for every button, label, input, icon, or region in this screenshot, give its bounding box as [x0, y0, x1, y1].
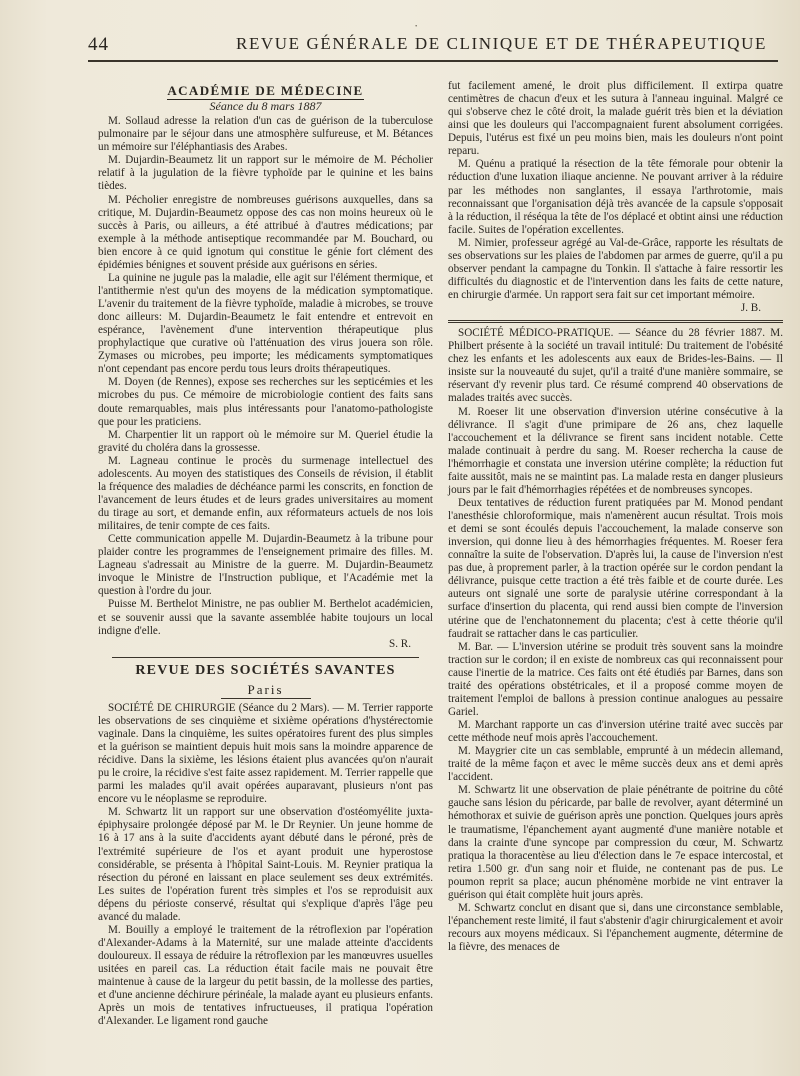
- paragraph: M. Schwartz lit un rapport sur une observation d'ostéomyélite juxta-épiphysaire prolongée déposé par M. le Dr Reynier. Un jeune homme de 16 à 17 ans à la suite d'accidents ayant débuté dans le péroné, près de l'extrémité supérieure de l'os et ayant produit une hyperostose considérable, se présenta à l'hôpital Saint-Louis. M. Reynier pratiqua la résection du péroné en laissant en place seulement ses deux extrémités. Les suites de l'opération furent très simples et l'os se reproduisit aux dépens du périoste conservé, résultat qui s'explique d'après l'âge peu avancé du malade.: [98, 806, 433, 923]
- city-rule: [221, 698, 311, 699]
- paragraph: M. Roeser lit une observation d'inversion utérine consécutive à la délivrance. Il s'agit d'une primipare de 26 ans, chez laquelle l'accouchement et la délivrance se firent sans incident notable. Cette malade continuait à perdre du sang. M. Roeser rechercha la cause de l'hémorrhagie et constata une inversion utérine complète; la réduction fut faite aussitôt, mais ne se maintint pas. La malade resta en danger plusieurs jours par le fait d'hémorrhagies répétées et de nombreuses syncopes.: [448, 405, 783, 496]
- academie-signature: S. R.: [389, 637, 411, 650]
- academie-title: ACADÉMIE DE MÉDECINE: [167, 83, 364, 98]
- header-rule: [88, 60, 778, 62]
- revue-title: REVUE DES SOCIÉTÉS SAVANTES: [135, 662, 396, 678]
- paragraph: M. Schwartz lit une observation de plaie pénétrante de poitrine du côté gauche sans lésion du péricarde, par balle de revolver, ayant déterminé un hémothorax et suivie de guérison après une ponction. Quelques jours après le traumatisme, l'épanchement ayant augmenté d'une manière notable et dans la crainte d'une syncope par compression du cœur, M. Schwartz pratiqua la thoracentèse au lieu d'élection dans le 7e espace intercostal, et retira 1.500 gr. d'un sang noir et fluide, ne contenant pas de pus. Le poumon reprit sa place; aucun phénomène morbide ne vint entraver la guérison qui était complète huit jours après.: [448, 784, 783, 901]
- paragraph: SOCIÉTÉ DE CHIRURGIE (Séance du 2 Mars). — M. Terrier rapporte les observations de ses cinquième et sixième opérations d'hystérectomie vaginale. Dans la cinquième, les suites opératoires furent des plus simples et la guérison se maintient depuis huit mois sans la moindre apparence de récidive. Dans la sixième, les lésions étaient plus avancées qu'on n'aurait pu le croire, la récidive s'est faite assez rapidement. M. Terrier rappelle que parmi les malades qu'il avait opérées auparavant, plusieurs n'ont pas encore vu le néoplasme se reproduire.: [98, 701, 433, 806]
- paragraph: M. Schwartz conclut en disant que si, dans une circonstance semblable, l'épanchement reste limité, il faut s'abstenir d'agir chirurgicalement et avoir recours aux moyens médicaux. Si l'épanchement augmente, détermine de la fièvre, des menaces de: [448, 901, 783, 954]
- city-heading: Paris: [247, 681, 284, 697]
- left-column: [98, 80, 433, 1028]
- academie-session: Séance du 8 mars 1887: [209, 99, 322, 114]
- paragraph: La quinine ne jugule pas la maladie, elle agit sur l'élément thermique, et l'antithermie n'est qu'un des moyens de la médication symptomatique. L'avenir du traitement de la fièvre typhoïde, maladie à microbes, se trouve donc ailleurs: M. Dujardin-Beaumetz le fait entendre et entrevoit en espérance, l'avènement d'une intervention thérapeutique plus prophylactique que curative où l'atténuation des virus jouera son rôle. Zymases ou microbes, peu importe; les médicaments symptomatiques n'ont cependant pas encore perdu tous leurs droits thérapeutiques.: [98, 271, 433, 376]
- right-column: [448, 80, 783, 954]
- paragraph: M. Doyen (de Rennes), expose ses recherches sur les septicémies et les microbes du pus. Ce mémoire de microbiologie contient des faits sans doute remarquables, mais plus intéressants pour l'anatomo-pathologiste que pour les praticiens.: [98, 376, 433, 428]
- paragraph: M. Maygrier cite un cas semblable, emprunté à un médecin allemand, traité de la même façon et avec le même succès deux ans et demi après l'accident.: [448, 745, 783, 784]
- section-divider: [112, 657, 419, 658]
- section-divider: [448, 320, 783, 323]
- page-speck: ·: [414, 18, 419, 33]
- paragraph: SOCIÉTÉ MÉDICO-PRATIQUE. — Séance du 28 février 1887. M. Philbert présente à la société un travail intitulé: Du traitement de l'obésité chez les enfants et les adolescents aux eaux de Brides-les-Bains. — Il insiste sur la nouveauté du sujet, qu'il a traité d'une manière sommaire, se réservant d'y revenir plus tard. Ce résumé comprend 40 observations de malades traités avec succès.: [448, 327, 783, 405]
- paragraph: M. Lagneau continue le procès du surmenage intellectuel des adolescents. Au moyen des statistiques des Conseils de révision, il établit la fréquence des maladies de déchéance parmi les conscrits, en fonction de l'avancement de leurs études et de leurs grades universitaires au moment du tirage au sort, et demande enfin, aux réformateurs actuels de nos lois militaires, de tenir compte de ces faits.: [98, 454, 433, 533]
- page-header: [88, 34, 778, 58]
- paragraph: M. Nimier, professeur agrégé au Val-de-Grâce, rapporte les résultats de ses observations sur les plaies de l'abdomen par armes de guerre, qu'il a pu observer pendant la campagne du Tonkin. Il s'attache à faire ressortir les difficultés du diagnostic et de l'intervention dans les faits de cette nature, en chirurgie d'armée. Un rapport sera fait sur cet important mémoire.: [448, 236, 783, 301]
- paragraph: M. Charpentier lit un rapport où le mémoire sur M. Queriel étudie la gravité du choléra dans la grossesse.: [98, 428, 433, 454]
- continuation-signature: J. B.: [740, 302, 761, 315]
- paragraph: M. Pécholier enregistre de nombreuses guérisons auxquelles, dans sa critique, M. Dujardin-Beaumetz oppose des cas non moins heureux où le succès à Paris, ou ailleurs, a été attribué à d'autres médications; par exemple à la méthode antiseptique recommandée par M. Bouchard, ou bien encore à ce quid ignotum qui constitue le génie fort clément des épidémies bénignes et souvent préside aux guérisons en séries.: [98, 193, 433, 271]
- paragraph: fut facilement amené, le droit plus difficilement. Il extirpa quatre centimètres de chacun d'eux et les sutura à l'anneau inguinal. Malgré ce qui s'observe chez le côté droit, la malade guérit très bien et la déviation ainsi que les douleurs qui l'accompagnaient furent absolument corrigées. Depuis, l'utérus est fixé un peu moins bien, mais les douleurs n'ont point reparu.: [448, 80, 783, 158]
- paragraph: M. Bar. — L'inversion utérine se produit très souvent sans la moindre traction sur le cordon; il en existe de nombreux cas qui reconnaissent pour cause l'inertie de la matrice. Ces faits ont été étudiés par Barnes, dans son traité des opérations obstétricales, et il a proposé comme moyen de traitement l'emploi de ballons à pression continue analogues au pessaire Gariel.: [448, 640, 783, 718]
- paragraph: Deux tentatives de réduction furent pratiquées par M. Monod pendant l'anesthésie chloroformique, mais n'amenèrent aucun résultat. Trois mois et demi se sont écoulés depuis l'accouchement, la malade conserve son inversion, qui donne lieu à des hémorrhagies fréquentes. M. Roeser fera connaître la suite de l'observation. D'après lui, la cause de l'inversion n'est pas due, à proprement parler, à la traction opérée sur le cordon pendant la délivrance, puisque cette traction a été très faible et de courte durée. Les auteurs ont signalé une sorte de paralysie utérine correspondant à la surface d'insertion du placenta, qui rend aussi bien compte de l'inversion utérine que de l'enchatonnement du placenta; c'est à cette théorie qu'il faudrait se rattacher dans le cas particulier.: [448, 496, 783, 640]
- paragraph: Cette communication appelle M. Dujardin-Beaumetz à la tribune pour plaider contre les programmes de l'enseignement primaire des filles. M. Lagneau s'adressait au Ministre de la guerre. M. Dujardin-Beaumetz invoque le Ministre de l'Instruction publique, et l'Académie met la question à l'ordre du jour.: [98, 533, 433, 598]
- paragraph: M. Bouilly a employé le traitement de la rétroflexion par l'opération d'Alexander-Adams à la Maternité, sur une malade atteinte d'accidents douloureux. Il essaya de réduire la rétroflexion par les manœuvres usuelles usitées en pareil cas. La réduction était facile mais ne pouvait être maintenue à cause de la largeur du petit bassin, de la mollesse des parties, et d'une ancienne déchirure périnéale, la malade ayant eu plusieurs enfants. Après un mois de tentatives infructueuses, il pratiqua l'opération d'Alexander. Le ligament rond gauche: [98, 923, 433, 1028]
- paragraph: M. Quénu a pratiqué la résection de la tête fémorale pour obtenir la réduction d'une luxation iliaque ancienne. Ne pouvant arriver à la réduire par les méthodes non sanglantes, il essaya l'arthrotomie, mais reconnaissant que l'organisation déjà très avancée de la capsule s'opposait à la réduction, il réséqua la tête de l'os déplacé et obtint ainsi une réduction facile. Suites de l'opération excellentes.: [448, 158, 783, 236]
- paragraph: M. Marchant rapporte un cas d'inversion utérine traité avec succès par cette méthode neuf mois après l'accouchement.: [448, 719, 783, 745]
- paragraph: Puisse M. Berthelot Ministre, ne pas oublier M. Berthelot académicien, et se souvenir aussi que la savante assemblée habite toujours un local indigne d'elle.: [98, 598, 433, 637]
- running-title: REVUE GÉNÉRALE DE CLINIQUE ET DE THÉRAPEUTIQUE: [236, 34, 767, 53]
- paragraph: M. Dujardin-Beaumetz lit un rapport sur le mémoire de M. Pécholier relatif à la jugulation de la fièvre typhoïde par le quinine et les bains tièdes.: [98, 154, 433, 193]
- paragraph: M. Sollaud adresse la relation d'un cas de guérison de la tuberculose pulmonaire par le séjour dans une atmosphère sulfureuse, et M. Bétances un mémoire sur l'éléphantiasis des Arabes.: [98, 115, 433, 154]
- page-number: 44: [88, 34, 109, 55]
